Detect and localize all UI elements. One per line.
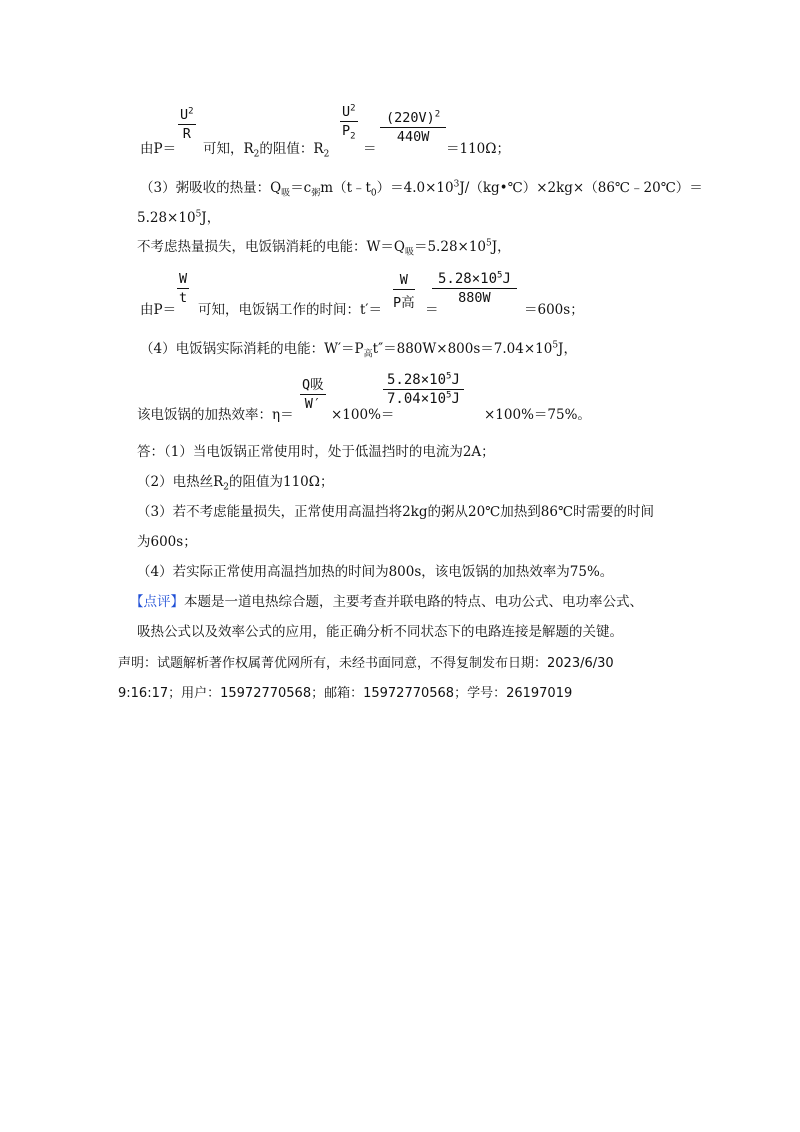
text-prefix: 由P＝ [140,302,177,318]
comment-text: 本题是一道电热综合题，主要考查并联电路的特点、电功公式、电功率公式、 [184,594,643,610]
t: J， [201,210,221,226]
frac-num-sup: 5 [446,371,452,382]
t: （2）电热丝R [137,474,224,490]
t-sup: 5 [552,340,559,351]
frac-num: Q吸 [302,377,324,393]
t-sup: 3 [453,179,460,190]
s4-line1 [140,337,577,360]
fraction-u2-over-r [178,107,196,142]
t: J， [491,239,511,255]
t: ＝c [290,180,312,196]
t: 不考虑热量损失，电饭锅消耗的电能：W＝Q [137,239,405,255]
comment-tag: 【点评】 [130,594,184,610]
t-sub: 粥 [311,188,321,199]
fraction-w-over-p [393,272,415,311]
frac-den-unit: J [451,391,460,407]
answer-3-line1: （3）若不考虑能量损失，正常使用高温挡将2kg的粥从20℃加热到86℃时需要的时间 [137,504,655,520]
t-sup: 5 [195,209,202,220]
text-prefix: 该电饭锅的加热效率：η＝ [137,407,294,423]
t: m（t﹣t [320,180,371,196]
frac-den: 880W [458,290,491,306]
result-text: ＝110Ω； [446,141,510,157]
frac-den: 440W [396,129,430,145]
equals: ＝ [363,141,377,157]
fraction-220-over-440 [380,110,446,145]
fraction-u2-over-p2 [340,103,358,142]
mid2-text: 的阻值：R [259,141,324,157]
frac-num: U [342,104,351,120]
frac-num: W [179,271,188,287]
text-mid: ×100%＝ [331,407,395,423]
t-sub: 2 [223,482,229,493]
t-sub: 0 [370,188,377,199]
frac-num-sup: 5 [497,270,503,281]
frac-num: W [399,272,408,288]
frac-den: 7.04×10 [387,391,447,407]
frac-num-unit: J [451,372,460,388]
s3-line1 [140,176,703,199]
comment-line1 [130,590,643,610]
frac-num: 5.28×10 [438,271,498,287]
mid-sub: 2 [253,149,260,160]
fraction-q-over-w [300,373,326,412]
t-sub: 高 [363,349,373,360]
text-mid: 可知，电饭锅工作的时间：t′＝ [198,302,382,318]
t-sup: 5 [486,238,492,249]
mid-text: 可知，R [203,141,254,157]
footer-line2: 9:16:17；用户：15972770568；邮箱：15972770568；学号：26197019 [118,686,573,701]
frac-num: (220V) [386,110,435,126]
t: ＝5.28×10 [413,239,487,255]
frac-num: 5.28×10 [387,372,447,388]
frac-num: U [180,107,189,123]
t: （4）电饭锅实际消耗的电能：W′＝P [140,341,364,357]
t-sub: 吸 [404,247,414,258]
frac-num-sup: 2 [350,103,356,114]
frac-den: R [182,126,191,142]
result-text: ×100%＝75%。 [484,407,591,423]
t: 的阻值为110Ω； [229,474,334,490]
frac-num-sup: 2 [188,106,194,117]
text-prefix: 由P＝ [140,141,177,157]
t: 5.28×10 [137,210,196,226]
t: （3）粥吸收的热量：Q [140,180,282,196]
t: J/（kg•℃）×2kg×（86℃﹣20℃）＝ [459,180,703,196]
answer-1: 答：（1）当电饭锅正常使用时，处于低温挡时的电流为2A； [137,444,495,460]
answer-2 [137,470,334,493]
frac-num-sup: 2 [434,109,441,120]
mid2-sub: 2 [323,149,330,160]
result-text: ＝600s； [524,302,584,318]
frac-den: P [342,123,351,139]
t: J， [558,341,577,357]
frac-den: W′ [304,396,321,412]
frac-den-sub: 2 [350,131,356,142]
fraction-efficiency [383,372,464,407]
answer-4: （4）若实际正常使用高温挡加热的时间为800s，该电饭锅的加热效率为75%。 [137,564,614,580]
s3-line3 [137,235,511,258]
frac-num-unit: J [502,271,511,287]
equals: ＝ [425,302,439,318]
fraction-energy-over-power [432,271,517,306]
frac-den: t [179,290,188,306]
comment-line2: 吸热公式以及效率公式的应用，能正确分析不同状态下的电路连接是解题的关键。 [137,624,623,640]
frac-den-sup: 5 [446,390,452,401]
t: t″＝880W×800s＝7.04×10 [372,341,553,357]
frac-den: P高 [393,295,415,311]
text-mid [203,137,330,160]
t: ）＝4.0×10 [376,180,454,196]
footer-line1: 声明：试题解析著作权属菁优网所有，未经书面同意，不得复制发布日期：2023/6/30 [118,656,614,671]
answer-3-line2: 为600s； [137,534,197,550]
s3-line2 [137,206,220,226]
fraction-w-over-t [177,271,189,306]
t-sub: 吸 [281,188,291,199]
